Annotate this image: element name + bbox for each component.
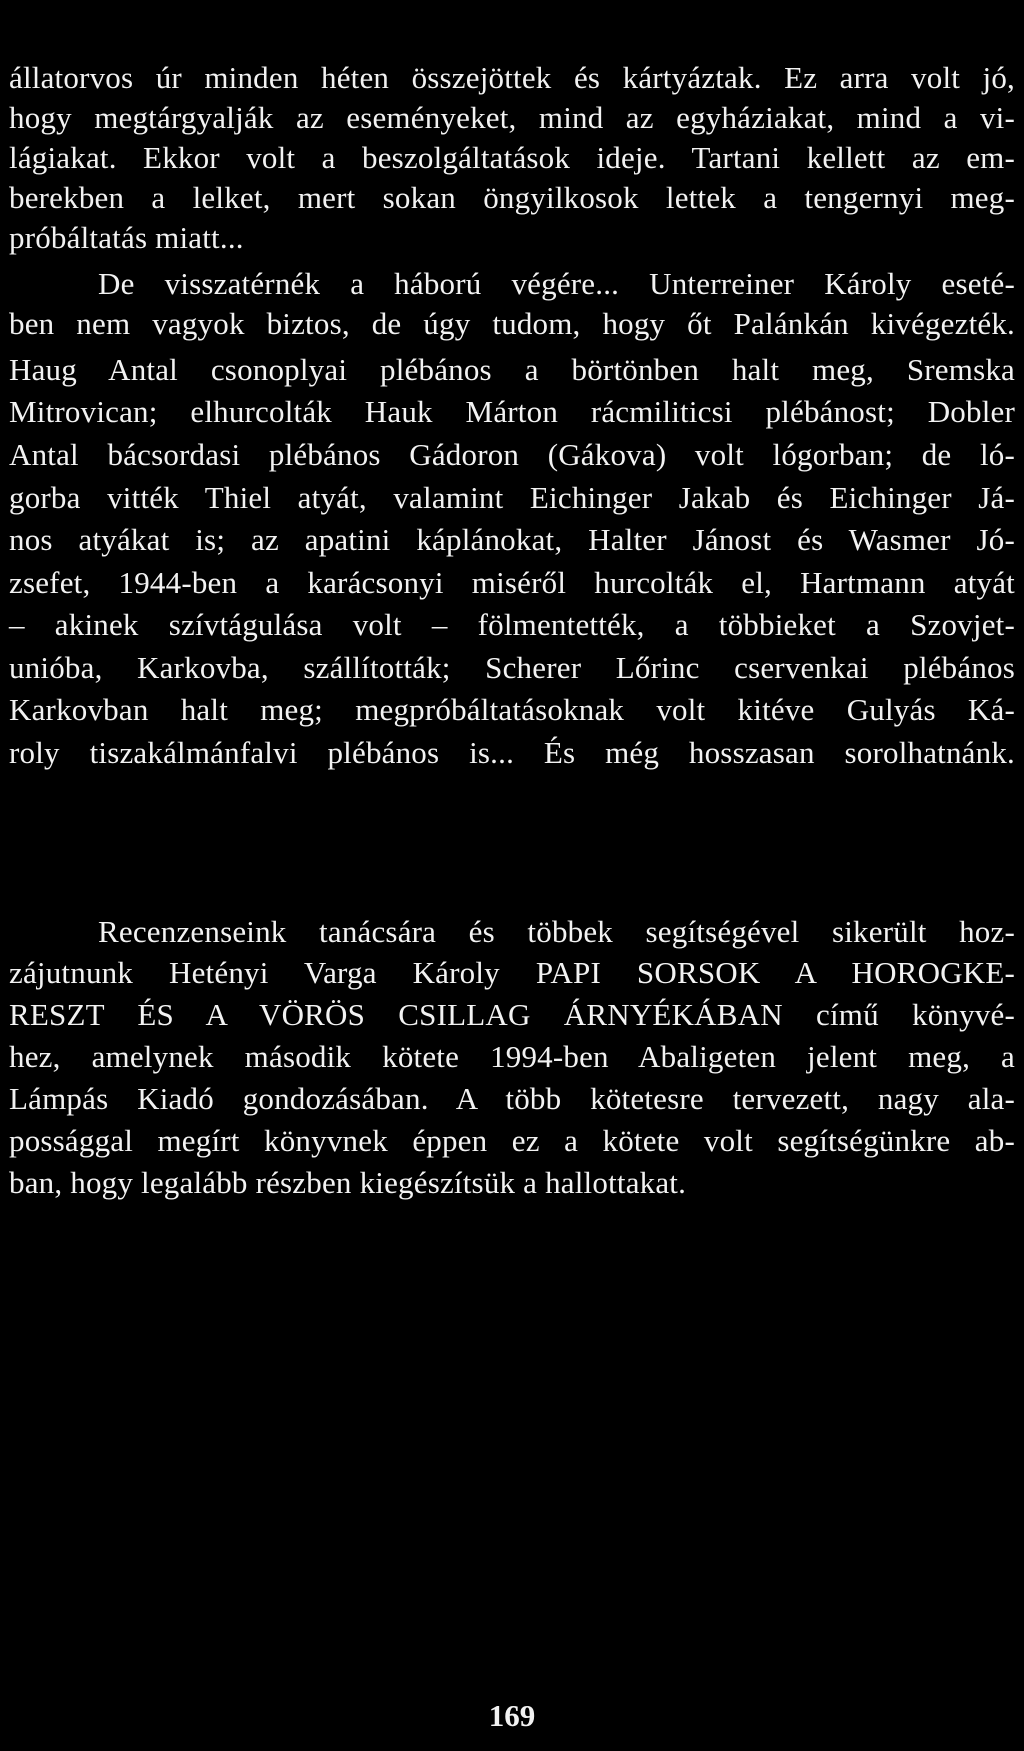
text-line: állatorvos úr minden héten összejöttek és kártyáztak. Ez arra volt jó,: [9, 60, 1015, 95]
text-line: hogy megtárgyalják az eseményeket, mind az egyháziakat, mind a vi-: [9, 100, 1015, 135]
text-line: próbáltatás miatt...: [9, 220, 244, 255]
text-line: gorba vitték Thiel atyát, valamint Eichinger Jakab és Eichinger Já-: [9, 480, 1015, 515]
text-line: Lámpás Kiadó gondozásában. A több kötetesre tervezett, nagy ala-: [9, 1081, 1015, 1116]
text-line: RESZT ÉS A VÖRÖS CSILLAG ÁRNYÉKÁBAN című könyvé-: [9, 997, 1015, 1032]
text-line: lágiakat. Ekkor volt a beszolgáltatások ideje. Tartani kellett az em-: [9, 140, 1015, 175]
text-line: ben nem vagyok biztos, de úgy tudom, hogy őt Palánkán kivégezték.: [9, 306, 1015, 341]
text-line: De visszatérnék a háború végére... Unterreiner Károly eseté-: [98, 266, 1015, 301]
text-line: hez, amelynek második kötete 1994-ben Abaligeten jelent meg, a: [9, 1039, 1015, 1074]
text-line: unióba, Karkovba, szállították; Scherer Lőrinc cservenkai plébános: [9, 650, 1015, 685]
text-line: Haug Antal csonoplyai plébános a börtönben halt meg, Sremska: [9, 352, 1015, 387]
text-line: possággal megírt könyvnek éppen ez a kötete volt segítségünkre ab-: [9, 1123, 1015, 1158]
text-line: Recenzenseink tanácsára és többek segítségével sikerült hoz-: [98, 914, 1015, 949]
text-line: zájutnunk Hetényi Varga Károly PAPI SORSOK A HOROGKE-: [9, 955, 1015, 990]
text-line: roly tiszakálmánfalvi plébános is... És még hosszasan sorolhatnánk.: [9, 735, 1015, 770]
page-number: 169: [488, 1698, 536, 1733]
text-line: zsefet, 1944-ben a karácsonyi miséről hurcolták el, Hartmann atyát: [9, 565, 1015, 600]
text-line: nos atyákat is; az apatini káplánokat, Halter Jánost és Wasmer Jó-: [9, 522, 1015, 557]
text-line: Antal bácsordasi plébános Gádoron (Gákova) volt lógorban; de ló-: [9, 437, 1015, 472]
text-line: berekben a lelket, mert sokan öngyilkosok lettek a tengernyi meg-: [9, 180, 1015, 215]
text-line: Mitrovican; elhurcolták Hauk Márton rácmiliticsi plébánost; Dobler: [9, 394, 1015, 429]
text-line: ban, hogy legalább részben kiegészítsük a hallottakat.: [9, 1165, 687, 1200]
text-line: – akinek szívtágulása volt – fölmentették, a többieket a Szovjet-: [9, 607, 1015, 642]
text-line: Karkovban halt meg; megpróbáltatásoknak volt kitéve Gulyás Ká-: [9, 692, 1015, 727]
